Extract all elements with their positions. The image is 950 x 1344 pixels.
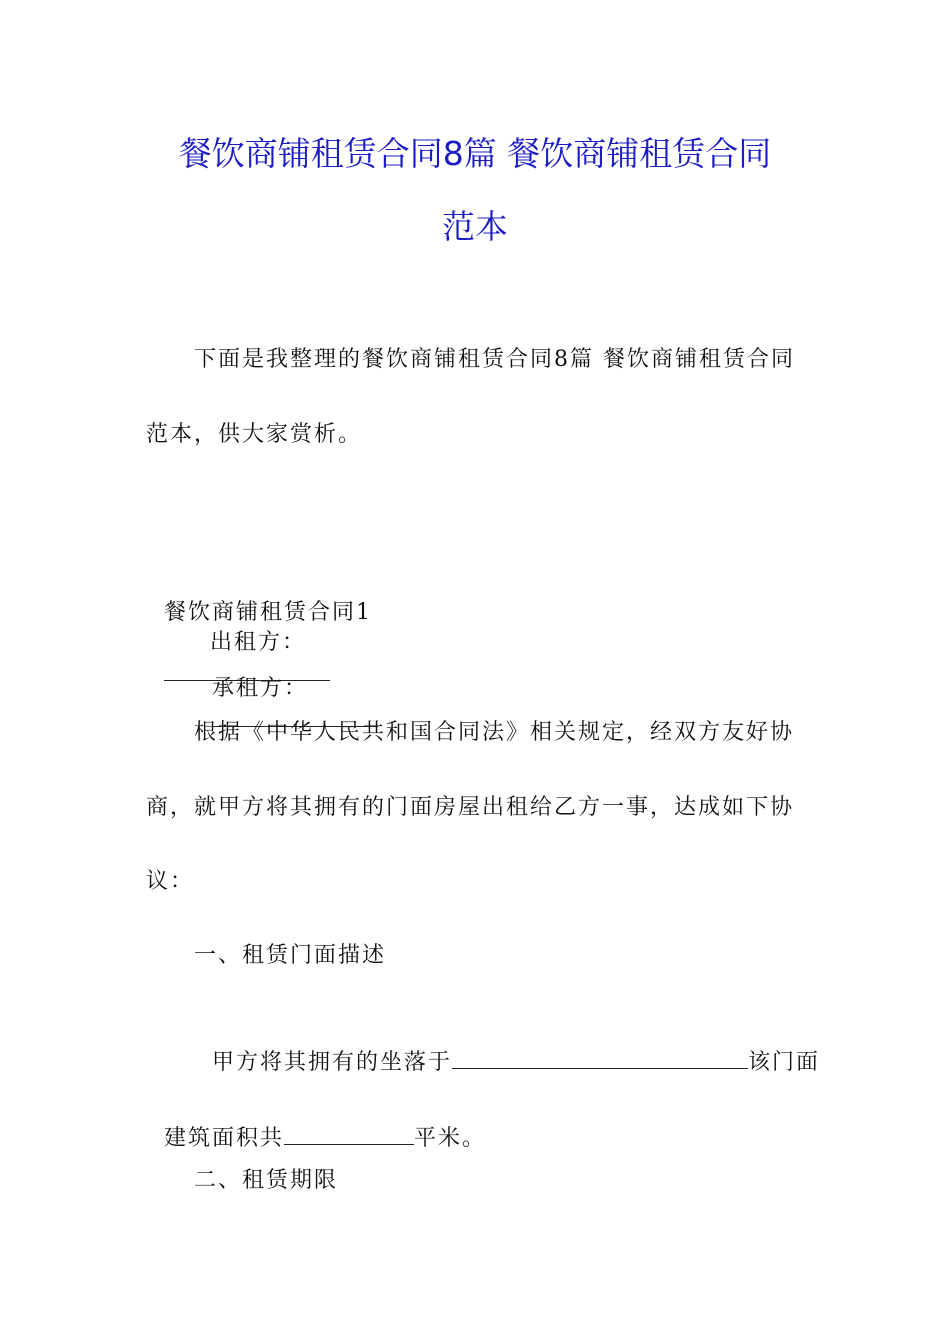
paragraph-1-line-2: 商，就甲方将其拥有的门面房屋出租给乙方一事，达成如下协 — [146, 795, 795, 820]
paragraph-1-line-3: 议： — [146, 869, 195, 894]
clause-1-text-b: 该门面 — [748, 1050, 821, 1075]
document-title-line-1: 餐饮商铺租赁合同8篇 餐饮商铺租赁合同 — [178, 134, 772, 173]
contract-section-heading: 餐饮商铺租赁合同1 — [164, 600, 372, 625]
intro-line-2: 范本，供大家赏析。 — [146, 422, 363, 447]
paragraph-1-line-1: 根据《中华人民共和国合同法》相关规定，经双方友好协 — [194, 720, 795, 745]
clause-1-line-2 — [146, 1092, 486, 1154]
clause-2-heading: 二、租赁期限 — [194, 1168, 339, 1193]
clause-1-text-d: 平米。 — [414, 1126, 487, 1151]
clause-1-text-c: 建筑面积共 — [164, 1126, 285, 1151]
clause-1-heading: 一、租赁门面描述 — [194, 943, 387, 968]
intro-line-1: 下面是我整理的餐饮商铺租赁合同8篇 餐饮商铺租赁合同 — [194, 347, 795, 372]
lessor-label: 出租方： — [210, 630, 307, 655]
area-blank — [284, 1122, 414, 1145]
clause-1-text-a: 甲方将其拥有的坐落于 — [212, 1050, 453, 1075]
location-blank — [452, 1046, 748, 1069]
clause-1-line-1 — [194, 1016, 820, 1078]
document-title-line-2: 范本 — [442, 207, 508, 246]
lessee-label: 承租方： — [212, 676, 309, 701]
